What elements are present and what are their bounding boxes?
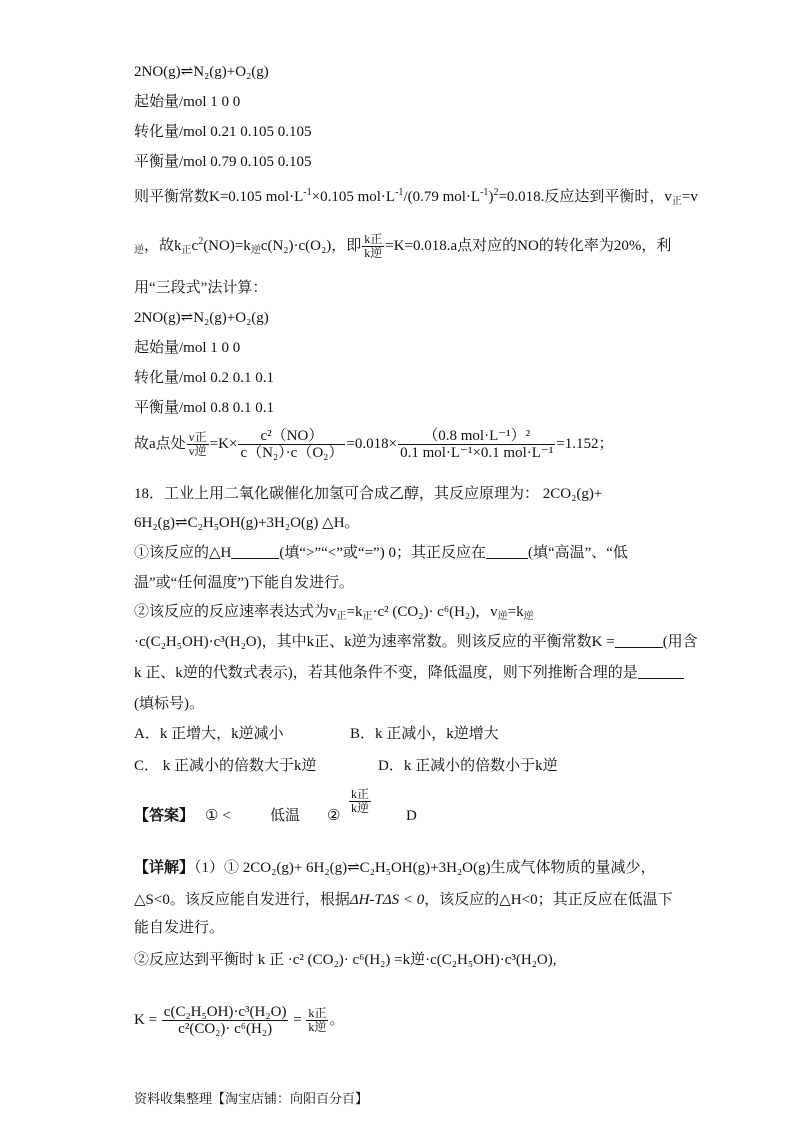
text-fragment: /(0.79 mol·L [403,189,481,205]
fraction-numeric [398,428,555,461]
text-fragment: =k [346,604,363,620]
text-fragment: (用含 [662,634,698,650]
rate-constant-line [134,232,671,261]
table-row-change: 转化量/mol 0.2 0.1 0.1 [134,370,275,386]
fraction-denominator: v逆 [188,444,207,459]
text-fragment: ②该反应的反应速率表达式为v [134,604,337,620]
table-row-change: 转化量/mol 0.21 0.105 0.105 [134,124,312,140]
question-line [134,543,628,563]
subscript: 逆 [497,611,508,622]
text-fragment: ×0.105 mol·L [311,189,396,205]
fraction-numerator: c²（NO） [238,428,345,445]
text-fragment: 则平衡常数K=0.105 mol·L [134,189,304,205]
text-fragment: ，该反应的△H<0；其正反应在低温下 [424,892,673,908]
option-d: D．k 正减小的倍数小于k逆 [378,758,558,774]
question-line: (填标号)。 [134,696,204,712]
fraction-numerator: k正 [364,232,383,247]
answer-fraction [348,788,372,815]
fraction-v [187,431,209,458]
gibbs-inequality: ΔH-TΔS < 0 [349,892,425,908]
answer-label: 【答案】 [134,808,195,824]
detail-line: 能自发进行。 [134,920,225,936]
text-fragment: (填“高温”、“低 [527,545,628,561]
fraction-k-ratio [306,1007,328,1034]
text-fragment: =k [507,604,524,620]
text-fragment: =0.018.反应达到平衡时，v [498,189,672,205]
answer-item-4: D [406,808,417,824]
text-fragment: （1）① 2CO₂(g)+ 6H₂(g)⇌C₂H₅OH(g)+3H₂O(g)生成气体物质的量减少， [194,860,656,876]
detail-line: ②反应达到平衡时 k 正 ·c² (CO₂)· c⁶(H₂) =k逆·c(C₂H₅OH)·c³(H₂O), [134,952,557,968]
option-a: A．k 正增大，k逆减小 [134,726,284,742]
fraction-numerator: k正 [351,787,370,801]
fraction-numerator: k正 [308,1006,327,1021]
fraction-numerator: c(C₂H₅OH)·c³(H₂O) [163,1004,287,1021]
answer-blank [638,664,684,679]
question-line [134,663,684,683]
text-fragment: △S<0。该反应能自发进行，根据 [134,892,350,908]
question-line: 温”或“任何温度”)下能自发进行。 [134,575,354,591]
equilibrium-constant-line: 则平衡常数K=0.105 $mol\cdot L^{-1}\times 0.105$ $mol\cdot L^{-1}/(0.79$ $mol\cdot L^{-1})^2=0.018$.反应达到平衡时，$v_正=v$ [134,187,698,207]
answer-blank [615,633,663,648]
text-fragment: ，故k [144,238,182,254]
superscript: -1 [480,187,489,198]
text-fragment: ·c(C₂H₅OH)·c³(H₂O)，其中k正、k逆为速率常数。则该反应的平衡常数K = [134,634,615,650]
table-row-start: 起始量/mol 1 0 0 [134,94,241,110]
fraction-denominator: k逆 [308,1020,327,1035]
text-fragment: c [191,238,199,254]
subscript: 正 [671,196,682,207]
equilibrium-expression [134,1002,344,1038]
table-row-equilibrium: 平衡量/mol 0.8 0.1 0.1 [134,400,275,416]
question-line: 6H₂(g)⇌C₂H₅OH(g)+3H₂O(g) △H。 [134,515,360,531]
text-fragment: =K=0.018.a点对应的NO的转化率为20%，利 [385,238,672,254]
text-fragment: c(N₂)·c(O₂)，即 [260,238,362,254]
text-fragment: =v [681,189,698,205]
answer-item-1: ① < [205,808,231,824]
fraction-denominator: k逆 [351,801,370,815]
text-fragment: ·c² (CO₂)· c⁶(H₂)，v [372,604,498,620]
subscript: 正 [362,611,373,622]
fraction-denominator: c（N₂）·c（O₂） [240,445,344,462]
superscript: -1 [303,187,312,198]
equation-line: 2NO(g)⇌N₂(g)+O₂(g) [134,310,269,326]
text-fragment: k 正、k逆的代数式表示)，若其他条件不变，降低温度，则下列推断合理的是 [134,665,638,681]
fraction-concentration [238,428,345,461]
text-fragment: =K× [209,436,238,452]
question-line [134,602,534,627]
question-line [134,632,698,652]
text-fragment: (填“>”“<”或“=”) 0；其正反应在 [279,545,486,561]
subscript: 逆 [250,245,261,256]
subscript: 逆 [134,245,144,256]
fraction-k-ratio [349,788,371,815]
question-line: 18．工业上用二氧化碳催化加氢可合成乙醇，其反应原理为： 2CO₂(g)+ [134,486,603,502]
text-fragment: =1.152； [556,436,614,452]
text-fragment: = [293,1012,302,1028]
subscript: 正 [181,245,192,256]
subscript: 正 [336,611,347,622]
answer-blank [231,544,279,559]
answer-line [134,806,194,826]
detail-line [134,890,673,910]
detail-line [134,858,655,878]
text-fragment: 故a点处 [134,436,186,452]
fraction-numerator: （0.8 mol·L⁻¹）² [398,428,555,445]
fraction-k [362,233,384,260]
table-row-equilibrium: 平衡量/mol 0.79 0.105 0.105 [134,154,312,170]
option-b: B．k 正减小，k逆增大 [350,726,499,742]
superscript: -1 [395,187,404,198]
text-fragment: ①该反应的△H [134,545,232,561]
fraction-concentration-ratio [162,1004,289,1037]
superscript: 2 [493,187,499,198]
ratio-calculation-line [134,426,614,462]
footer-text: 资料收集整理【淘宝店铺：向阳百分百】 [134,1092,369,1107]
superscript: 2 [198,236,204,247]
text-fragment: =0.018× [346,436,398,452]
detail-label: 【详解】 [134,860,195,876]
answer-item-2: 低温 [270,808,301,824]
text-fragment: K = [134,1012,158,1028]
fraction-numerator: v正 [188,430,207,445]
fraction-denominator: c²(CO₂)· c⁶(H₂) [178,1021,273,1038]
paragraph-line: 用“三段式”法计算： [134,280,268,296]
equation-line: 2NO(g)⇌N₂(g)+O₂(g) [134,64,269,80]
fraction-denominator: 0.1 mol·L⁻¹×0.1 mol·L⁻¹ [400,445,554,462]
subscript: 逆 [523,611,534,622]
fraction-denominator: k逆 [364,246,383,261]
option-c: C． k 正减小的倍数大于k逆 [134,758,317,774]
text-fragment: (NO)=k [203,238,251,254]
table-row-start: 起始量/mol 1 0 0 [134,340,241,356]
text-fragment: 。 [329,1012,345,1028]
answer-item-3: ② [327,808,341,824]
answer-blank [486,544,528,559]
